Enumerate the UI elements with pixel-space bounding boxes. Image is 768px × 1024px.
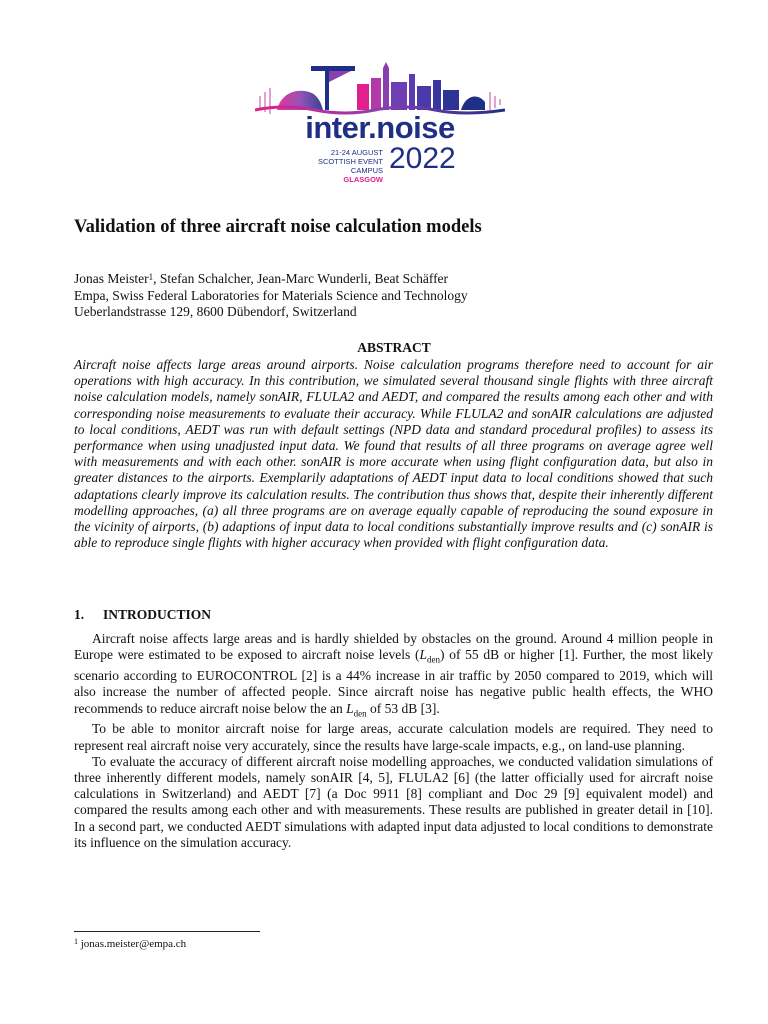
abstract-heading: ABSTRACT	[357, 340, 431, 355]
logo-year: 2022	[389, 142, 456, 175]
section-number: 1.	[74, 607, 85, 622]
author-block	[74, 271, 714, 321]
intro-paragraph-2: To be able to monitor aircraft noise for large areas, accurate calculation models are required. They need to represent real aircraft noise very accurately, since the results have large-scale impacts, e.g., on land-use planning.	[74, 721, 713, 753]
footnote-ref: 1	[148, 272, 154, 282]
paper-title: Validation of three aircraft noise calculation models	[74, 217, 482, 237]
intro-paragraph-1: Aircraft noise affects large areas and is hardly shielded by obstacles on the ground. Around 4 million people in Europe were estimated to be exposed to aircraft noise levels $(L_{den})$ of 55 dB or higher [1]. Further, the most likely scenario according to EUROCONTROL [2] is a 44% increase in air traffic by 2050 compared to 2019, which will also increase the number of affected people. Since aircraft noise has negative public health effects, the WHO recommends to reduce aircraft noise below the an $L_{den}$ of 53 dB [3].	[74, 631, 713, 719]
logo-date-block	[287, 148, 383, 184]
footnote-divider	[74, 931, 260, 932]
logo-city: GLASGOW	[343, 175, 383, 184]
conference-logo	[255, 62, 505, 184]
author-affiliation: Empa, Swiss Federal Laboratories for Materials Science and Technology	[74, 287, 468, 303]
logo-venue: SCOTTISH EVENT CAMPUS	[317, 157, 383, 175]
footnote-email[interactable]: jonas.meister@empa.ch	[80, 938, 187, 950]
logo-date: 21-24 AUGUST	[330, 148, 383, 157]
introduction-body	[74, 631, 713, 851]
logo-wordmark: inter.noise	[305, 110, 455, 145]
footnote-mark: 1	[74, 937, 78, 946]
section-heading-introduction	[74, 607, 714, 623]
footnote	[74, 937, 186, 951]
abstract-text: Aircraft noise affects large areas around airports. Noise calculation programs therefore need to account for air operations with high accuracy. In this contribution, we simulated several thousand single flights with three aircraft noise calculation models, namely sonAIR, FLULA2 and AEDT, and compared the results among each other and with corresponding noise measurements to evaluate their accuracy. While FLULA2 and sonAIR calculations are adjusted to local conditions, AEDT was run with default settings (NPD data and standard procedural profiles) to assess its performance when using unadjusted input data. We found that results of all three programs on average agree well with measurements and with each other. sonAIR is more accurate when using flight configuration data, but also in greater distances to the airports. Exemplarily adaptations of AEDT input data to local conditions showed that such adaptations clearly improve its calculation results. The contribution thus shows that, despite their inherently different modelling approaches, (a) all three programs are on average equally capable of reproducing the sound exposure in the vicinity of airports, (b) adaptions of input data to local conditions substantially improve results and (c) sonAIR is able to reproduce single flights with higher accuracy when provided with flight configuration data.	[74, 357, 713, 551]
intro-paragraph-3: To evaluate the accuracy of different aircraft noise modelling approaches, we conducted validation simulations of three inherently different models, namely sonAIR [4, 5], FLULA2 [6] (the latter officially used for aircraft noise calculations in Switzerland) and AEDT [7] (a Doc 9911 [8] compliant and Doc 29 [9] equivalent model) and compared the results among each other and with measurements. These results are published in greater detail in [10]. In a second part, we conducted AEDT simulations with adapted input data adjusted to local conditions to demonstrate its influence on the simulation accuracy.	[74, 753, 713, 850]
author-address: Ueberlandstrasse 129, 8600 Dübendorf, Switzerland	[74, 304, 357, 319]
section-title: INTRODUCTION	[103, 607, 212, 622]
author-names: Jonas Meister$^1$, Stefan Schalcher, Jean-Marc Wunderli, Beat Schäffer	[74, 271, 449, 286]
